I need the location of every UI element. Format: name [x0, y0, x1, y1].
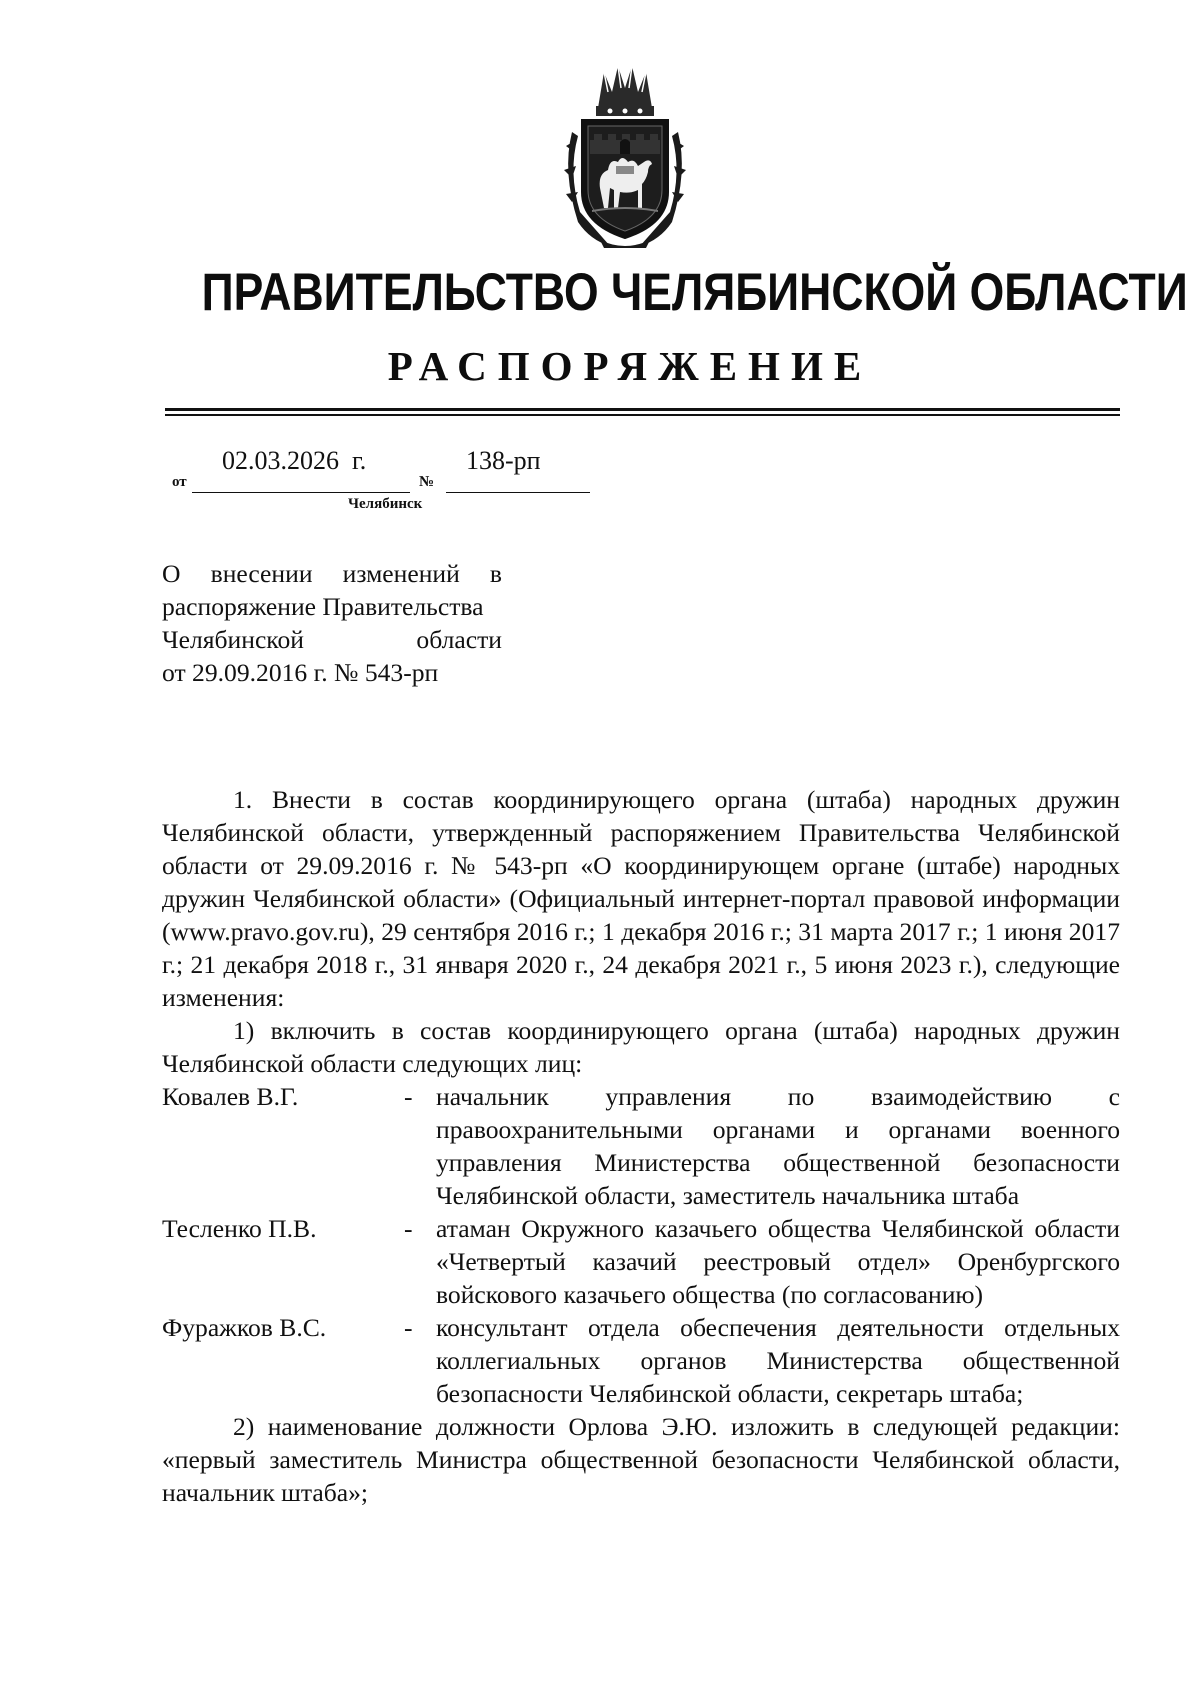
member-role: атаман Окружного казачьего общества Челябинской области «Четвертый казачий реестровый отдел» Оренбургского войскового казачьего общества (по согласованию) — [436, 1214, 1120, 1309]
date-from-label: от — [172, 474, 187, 490]
city-label: Челябинск — [348, 496, 423, 512]
chelyabinsk-coat-of-arms-icon — [560, 62, 690, 248]
document-type: РАСПОРЯЖЕНИЕ — [387, 343, 873, 389]
member-dash: - — [404, 1082, 413, 1111]
document-body — [162, 783, 1120, 1509]
number-underline — [446, 492, 590, 493]
member-row — [162, 1311, 1120, 1410]
document-subject — [162, 557, 502, 689]
member-dash: - — [404, 1214, 413, 1243]
subject-line: от 29.09.2016 г. № 543-рп — [162, 658, 439, 687]
member-dash: - — [404, 1313, 413, 1342]
header-divider-thin — [165, 414, 1120, 416]
member-role: консультант отдела обеспечения деятельности отдельных коллегиальных органов Министерства общественной безопасности Челябинской области, секретарь штаба; — [436, 1313, 1120, 1408]
body-paragraph: 1) включить в состав координирующего органа (штаба) народных дружин Челябинской области следующих лиц: — [162, 1016, 1120, 1078]
body-paragraph: 1. Внести в состав координирующего органа (штаба) народных дружин Челябинской области, утвержденный распоряжением Правительства Челябинской области от 29.09.2016 г. № 543-рп «О координирующем органе (штабе) народных дружин Челябинской области» (Официальный интернет-портал правовой информации (www.pravo.gov.ru), 29 сентября 2016 г.; 1 декабря 2016 г.; 31 марта 2017 г.; 1 июня 2017 г.; 21 декабря 2018 г., 31 января 2020 г., 24 декабря 2021 г., 5 июня 2023 г.), следующие изменения: — [162, 785, 1120, 1012]
member-row — [162, 1212, 1120, 1311]
subject-line: Челябинской области — [162, 625, 502, 654]
document-number: 138-рп — [466, 446, 541, 475]
body-paragraph: 2) наименование должности Орлова Э.Ю. изложить в следующей редакции: «первый заместитель Министра общественной безопасности Челябинской области, начальник штаба»; — [162, 1412, 1120, 1507]
date-underline — [192, 492, 410, 493]
subject-line: распоряжение Правительства — [162, 592, 484, 621]
member-name: Тесленко П.В. — [162, 1214, 317, 1243]
member-name: Фуражков В.С. — [162, 1313, 327, 1342]
member-name: Ковалев В.Г. — [162, 1082, 299, 1111]
document-date: 02.03.2026 г. — [222, 446, 367, 475]
member-role: начальник управления по взаимодействию с правоохранительными органами и органами военного управления Министерства общественной безопасности Челябинской области, заместитель начальника штаба — [436, 1082, 1120, 1210]
subject-line: О внесении изменений в — [162, 559, 502, 588]
page-title: ПРАВИТЕЛЬСТВО ЧЕЛЯБИНСКОЙ ОБЛАСТИ — [201, 263, 1188, 322]
header-divider-thick — [165, 408, 1120, 411]
member-row — [162, 1080, 1120, 1212]
number-label: № — [419, 474, 435, 490]
